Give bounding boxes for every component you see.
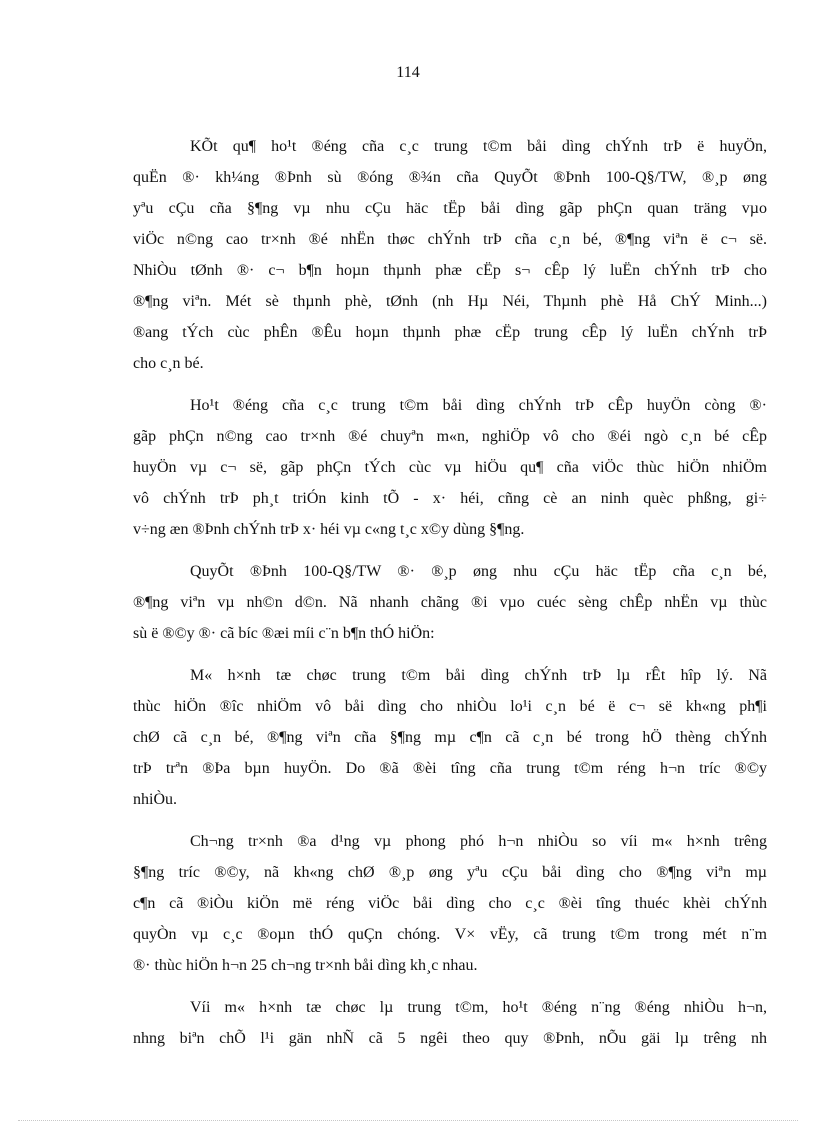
text-line: cho c¸n bé.	[133, 355, 204, 372]
text-line: M« h×nh tæ chøc trung t©m båi dìng chÝnh trÞ lµ rÊt hîp lý. Nã	[190, 667, 767, 684]
text-line: Ch¬ng tr×nh ®a d¹ng vµ phong phó h¬n nhiÒu so víi m« h×nh trêng	[190, 833, 767, 850]
paragraph-3	[133, 556, 767, 649]
text-line: gãp phÇn n©ng cao tr×nh ®é chuyªn m«n, nghiÖp vô cho ®éi ngò c¸n bé cÊp	[133, 428, 767, 445]
text-line: viÖc n©ng cao tr×nh ®é nhËn thøc chÝnh trÞ cña c¸n bé, ®¶ng viªn ë c¬ së.	[133, 231, 767, 248]
paragraph-6	[133, 992, 767, 1054]
text-line: quËn ®· kh¼ng ®Þnh sù ®óng ®¾n cña QuyÕt ®Þnh 100-Q§/TW, ®¸p øng	[133, 169, 767, 186]
text-line: ®¶ng viªn. Mét sè thµnh phè, tØnh (nh Hµ Néi, Thµnh phè Hå ChÝ Minh...)	[133, 293, 767, 310]
text-line: quyÒn vµ c¸c ®oµn thÓ quÇn chóng. V× vËy, cã trung t©m trong mét n¨m	[133, 926, 767, 943]
page-number: 114	[396, 64, 420, 81]
text-line: c¶n cã ®iÒu kiÖn më réng viÖc båi dìng cho c¸c ®èi tîng thuéc khèi chÝnh	[133, 895, 767, 912]
paragraph-4	[133, 660, 767, 815]
text-line: nhng biªn chÕ l¹i gän nhÑ cã 5 ngêi theo quy ®Þnh, nÕu gäi lµ trêng nh	[133, 1030, 767, 1047]
text-line: QuyÕt ®Þnh 100-Q§/TW ®· ®¸p øng nhu cÇu häc tËp cña c¸n bé,	[190, 563, 767, 580]
page-bottom-divider	[18, 1120, 798, 1121]
text-line: trÞ trªn ®Þa bµn huyÖn. Do ®ã ®èi tîng cña trung t©m réng h¬n tríc ®©y	[133, 760, 767, 777]
text-line: thùc hiÖn ®îc nhiÖm vô båi dìng cho nhiÒu lo¹i c¸n bé ë c¬ së kh«ng ph¶i	[133, 698, 767, 715]
text-line: KÕt qu¶ ho¹t ®éng cña c¸c trung t©m båi dìng chÝnh trÞ ë huyÖn,	[190, 138, 767, 155]
text-line: Víi m« h×nh tæ chøc lµ trung t©m, ho¹t ®éng n¨ng ®éng nhiÒu h¬n,	[190, 999, 767, 1016]
text-line: huyÖn vµ c¬ së, gãp phÇn tÝch cùc vµ hiÖu qu¶ cña viÖc thùc hiÖn nhiÖm	[133, 459, 767, 476]
text-line: chØ cã c¸n bé, ®¶ng viªn cña §¶ng mµ c¶n cã c¸n bé trong hÖ thèng chÝnh	[133, 729, 767, 746]
text-line: ®ang tÝch cùc phÊn ®Êu hoµn thµnh phæ cËp trung cÊp lý luËn chÝnh trÞ	[133, 324, 767, 341]
text-line: ®· thùc hiÖn h¬n 25 ch¬ng tr×nh båi dìng kh¸c nhau.	[133, 957, 478, 974]
text-line: NhiÒu tØnh ®· c¬ b¶n hoµn thµnh phæ cËp s¬ cÊp lý luËn chÝnh trÞ cho	[133, 262, 767, 279]
text-line: nhiÒu.	[133, 791, 177, 808]
text-line: Ho¹t ®éng cña c¸c trung t©m båi dìng chÝnh trÞ cÊp huyÖn còng ®·	[190, 397, 767, 414]
paragraph-2	[133, 390, 767, 545]
body-text	[133, 131, 767, 1065]
paragraph-1	[133, 131, 767, 379]
text-line: §¶ng tríc ®©y, nã kh«ng chØ ®¸p øng yªu cÇu båi dìng cho ®¶ng viªn mµ	[133, 864, 767, 881]
paragraph-5	[133, 826, 767, 981]
text-line: sù ë ®©y ®· cã bíc ®æi míi c¨n b¶n thÓ hiÖn:	[133, 625, 435, 642]
text-line: vô chÝnh trÞ ph¸t triÓn kinh tÕ - x· héi, cñng cè an ninh quèc phßng, gi÷	[133, 490, 767, 507]
text-line: ®¶ng viªn vµ nh©n d©n. Nã nhanh chãng ®i vµo cuéc sèng chÊp nhËn vµ thùc	[133, 594, 767, 611]
text-line: v÷ng æn ®Þnh chÝnh trÞ x· héi vµ c«ng t¸c x©y dùng §¶ng.	[133, 521, 525, 538]
text-line: yªu cÇu cña §¶ng vµ nhu cÇu häc tËp båi dìng gãp phÇn quan träng vµo	[133, 200, 767, 217]
